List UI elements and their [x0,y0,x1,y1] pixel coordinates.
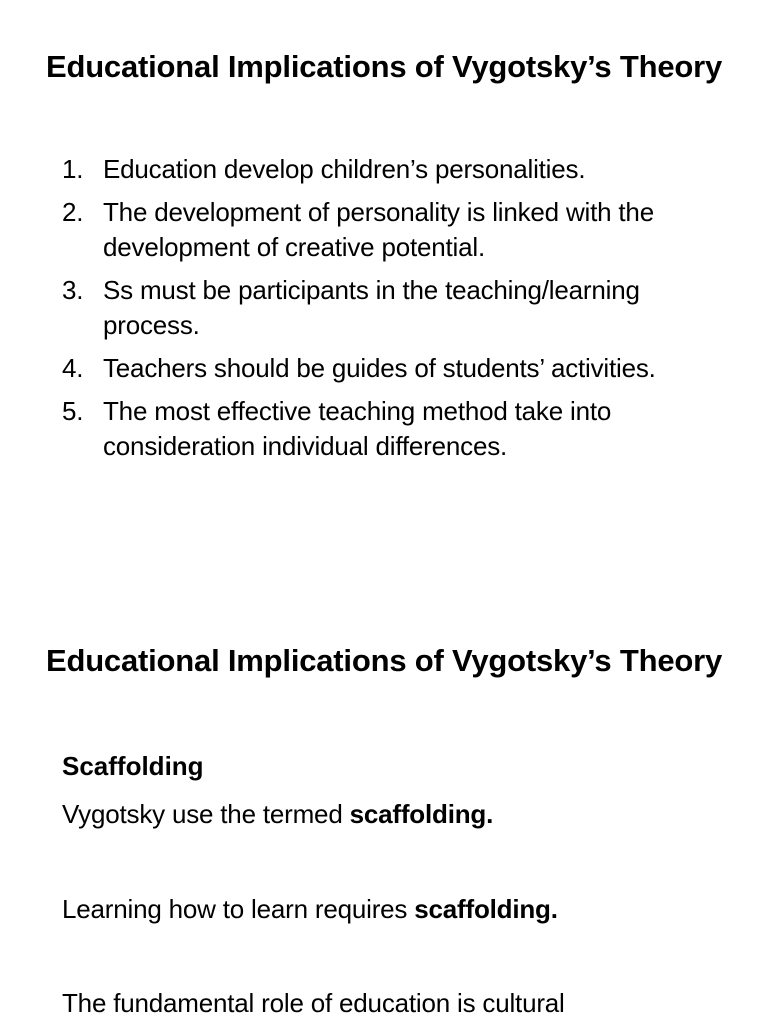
slide-2 [0,580,768,1024]
list-item-number: 5. [62,396,84,426]
list-item-text: The most effective teaching method take into consideration individual differences. [103,396,612,461]
paragraph [62,891,742,927]
paragraph [62,985,742,1021]
list-item-number: 4. [62,353,84,383]
paragraph-text: Learning how to learn requires [62,894,415,924]
list-item [62,273,722,343]
list-item-text: Ss must be participants in the teaching/learning process. [103,275,640,340]
paragraph-text: Vygotsky use the termed [62,799,350,829]
list-item-number: 2. [62,197,84,227]
list-item-text: Teachers should be guides of students’ activities. [103,353,656,383]
section-heading: Scaffolding [62,751,204,781]
paragraph-emphasis: scaffolding. [414,894,558,924]
paragraph-text: The fundamental role of education is cultural [62,988,565,1018]
paragraph [62,796,742,832]
list-item-number: 1. [62,154,84,184]
list-item-text: Education develop children’s personalities. [103,154,586,184]
paragraph-emphasis: scaffolding. [349,799,494,829]
list-item-text: The development of personality is linked with the development of creative potential. [103,197,654,262]
list-item-number: 3. [62,275,84,305]
list-item [62,351,722,386]
list-item [62,394,722,464]
list-item [62,152,722,187]
implications-list [62,152,722,472]
slide-title: Educational Implications of Vygotsky’s Theory [45,49,722,84]
slide-title: Educational Implications of Vygotsky’s Theory [45,643,722,678]
list-item [62,195,722,265]
